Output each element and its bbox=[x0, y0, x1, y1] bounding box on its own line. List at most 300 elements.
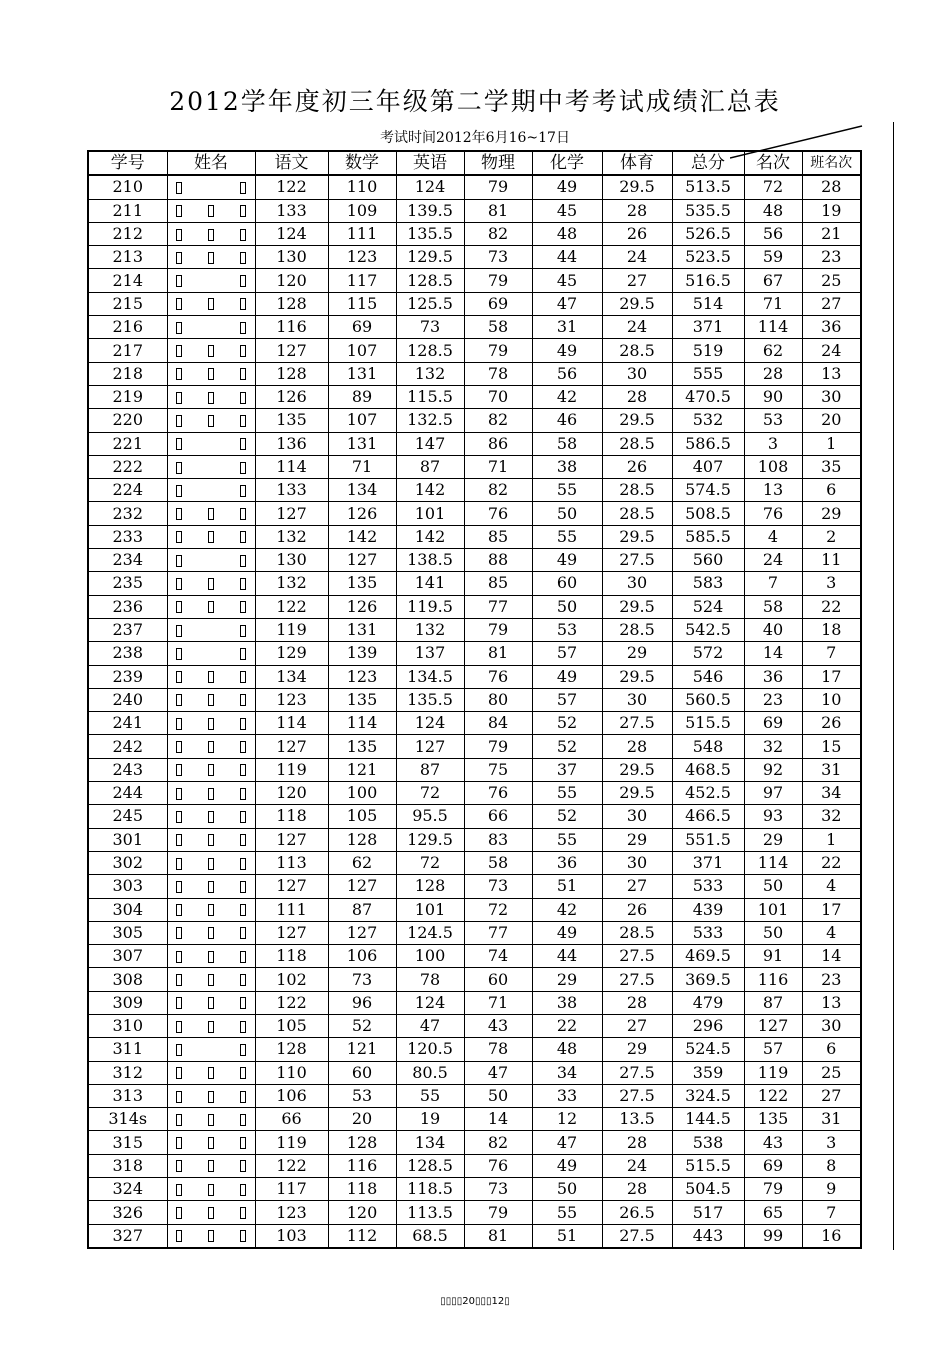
cell-student-id: 305 bbox=[88, 921, 167, 944]
missing-glyph-box bbox=[176, 718, 182, 730]
cell-student-id: 235 bbox=[88, 572, 167, 595]
cell-total: 538 bbox=[672, 1131, 744, 1154]
cell-chemistry: 52 bbox=[532, 805, 602, 828]
cell-chemistry: 45 bbox=[532, 269, 602, 292]
cell-rank: 58 bbox=[744, 595, 802, 618]
cell-class-rank: 23 bbox=[802, 246, 861, 269]
cell-class-rank: 25 bbox=[802, 269, 861, 292]
missing-glyph-box bbox=[240, 671, 246, 683]
cell-name bbox=[167, 921, 255, 944]
cell-english: 142 bbox=[396, 479, 464, 502]
missing-glyph-box bbox=[208, 252, 214, 264]
cell-class-rank: 27 bbox=[802, 292, 861, 315]
cell-total: 535.5 bbox=[672, 199, 744, 222]
cell-student-id: 216 bbox=[88, 316, 167, 339]
cell-rank: 72 bbox=[744, 175, 802, 199]
cell-pe: 24 bbox=[602, 246, 672, 269]
header-physics: 物理 bbox=[464, 151, 532, 175]
missing-glyph-box bbox=[240, 1067, 246, 1079]
cell-name bbox=[167, 502, 255, 525]
cell-english: 78 bbox=[396, 968, 464, 991]
cell-chinese: 122 bbox=[255, 595, 328, 618]
cell-class-rank: 7 bbox=[802, 1201, 861, 1224]
cell-physics: 50 bbox=[464, 1084, 532, 1107]
missing-glyph-box bbox=[240, 345, 246, 357]
cell-chemistry: 45 bbox=[532, 199, 602, 222]
cell-student-id: 234 bbox=[88, 549, 167, 572]
cell-english: 142 bbox=[396, 525, 464, 548]
cell-chemistry: 51 bbox=[532, 1224, 602, 1248]
missing-glyph-box bbox=[240, 904, 246, 916]
cell-total: 371 bbox=[672, 851, 744, 874]
cell-total: 524.5 bbox=[672, 1038, 744, 1061]
missing-glyph-box bbox=[240, 368, 246, 380]
cell-chinese: 124 bbox=[255, 222, 328, 245]
cell-chinese: 119 bbox=[255, 1131, 328, 1154]
cell-english: 124 bbox=[396, 712, 464, 735]
cell-chemistry: 44 bbox=[532, 246, 602, 269]
cell-name bbox=[167, 1154, 255, 1177]
cell-rank: 135 bbox=[744, 1108, 802, 1131]
cell-chemistry: 50 bbox=[532, 502, 602, 525]
cell-rank: 122 bbox=[744, 1084, 802, 1107]
missing-glyph-box bbox=[176, 252, 182, 264]
cell-physics: 81 bbox=[464, 1224, 532, 1248]
missing-glyph-box bbox=[176, 811, 182, 823]
cell-pe: 28.5 bbox=[602, 618, 672, 641]
cell-pe: 30 bbox=[602, 572, 672, 595]
cell-class-rank: 26 bbox=[802, 712, 861, 735]
cell-class-rank: 7 bbox=[802, 642, 861, 665]
table-row bbox=[88, 316, 861, 339]
cell-total: 144.5 bbox=[672, 1108, 744, 1131]
missing-glyph-box bbox=[176, 694, 182, 706]
cell-chemistry: 51 bbox=[532, 875, 602, 898]
cell-english: 80.5 bbox=[396, 1061, 464, 1084]
cell-total: 466.5 bbox=[672, 805, 744, 828]
missing-glyph-box bbox=[240, 788, 246, 800]
cell-name bbox=[167, 735, 255, 758]
cell-chemistry: 12 bbox=[532, 1108, 602, 1131]
table-row bbox=[88, 479, 861, 502]
missing-glyph-box bbox=[208, 881, 214, 893]
cell-physics: 85 bbox=[464, 525, 532, 548]
cell-english: 101 bbox=[396, 502, 464, 525]
cell-physics: 43 bbox=[464, 1014, 532, 1037]
cell-english: 113.5 bbox=[396, 1201, 464, 1224]
cell-pe: 26 bbox=[602, 455, 672, 478]
cell-student-id: 217 bbox=[88, 339, 167, 362]
cell-rank: 28 bbox=[744, 362, 802, 385]
score-table bbox=[87, 150, 862, 1249]
cell-total: 359 bbox=[672, 1061, 744, 1084]
cell-physics: 75 bbox=[464, 758, 532, 781]
cell-chinese: 126 bbox=[255, 385, 328, 408]
page-title: 2012学年度初三年级第二学期中考考试成绩汇总表 bbox=[169, 87, 781, 116]
cell-total: 504.5 bbox=[672, 1178, 744, 1201]
missing-glyph-box bbox=[176, 951, 182, 963]
missing-glyph-box bbox=[176, 671, 182, 683]
cell-name bbox=[167, 712, 255, 735]
cell-student-id: 303 bbox=[88, 875, 167, 898]
header-rank: 名次 bbox=[744, 151, 802, 175]
cell-chinese: 130 bbox=[255, 549, 328, 572]
missing-glyph-box bbox=[240, 764, 246, 776]
cell-name bbox=[167, 549, 255, 572]
cell-physics: 77 bbox=[464, 921, 532, 944]
cell-student-id: 304 bbox=[88, 898, 167, 921]
cell-class-rank: 16 bbox=[802, 1224, 861, 1248]
missing-glyph-box bbox=[176, 1230, 182, 1242]
cell-math: 116 bbox=[328, 1154, 396, 1177]
cell-pe: 28.5 bbox=[602, 432, 672, 455]
cell-class-rank: 13 bbox=[802, 991, 861, 1014]
table-row bbox=[88, 1108, 861, 1131]
cell-pe: 28 bbox=[602, 199, 672, 222]
cell-chinese: 127 bbox=[255, 828, 328, 851]
missing-glyph-box bbox=[240, 601, 246, 613]
cell-rank: 119 bbox=[744, 1061, 802, 1084]
cell-physics: 69 bbox=[464, 292, 532, 315]
cell-name bbox=[167, 828, 255, 851]
cell-pe: 27.5 bbox=[602, 712, 672, 735]
cell-english: 134.5 bbox=[396, 665, 464, 688]
cell-class-rank: 35 bbox=[802, 455, 861, 478]
missing-glyph-box bbox=[176, 1044, 182, 1056]
cell-student-id: 238 bbox=[88, 642, 167, 665]
cell-chemistry: 37 bbox=[532, 758, 602, 781]
page-footer: ▯▯▯▯20▯▯▯12▯ bbox=[440, 1296, 510, 1307]
header-total: 总分 bbox=[672, 151, 744, 175]
cell-name bbox=[167, 479, 255, 502]
cell-rank: 97 bbox=[744, 782, 802, 805]
cell-english: 141 bbox=[396, 572, 464, 595]
cell-english: 124 bbox=[396, 175, 464, 199]
cell-chemistry: 52 bbox=[532, 735, 602, 758]
cell-pe: 27.5 bbox=[602, 1061, 672, 1084]
cell-english: 115.5 bbox=[396, 385, 464, 408]
cell-pe: 27 bbox=[602, 875, 672, 898]
cell-math: 112 bbox=[328, 1224, 396, 1248]
cell-rank: 79 bbox=[744, 1178, 802, 1201]
cell-english: 68.5 bbox=[396, 1224, 464, 1248]
cell-chinese: 66 bbox=[255, 1108, 328, 1131]
cell-rank: 92 bbox=[744, 758, 802, 781]
missing-glyph-box bbox=[176, 182, 182, 194]
cell-total: 469.5 bbox=[672, 945, 744, 968]
missing-glyph-box bbox=[208, 1091, 214, 1103]
cell-math: 62 bbox=[328, 851, 396, 874]
cell-physics: 60 bbox=[464, 968, 532, 991]
cell-pe: 30 bbox=[602, 688, 672, 711]
missing-glyph-box bbox=[208, 1160, 214, 1172]
cell-physics: 14 bbox=[464, 1108, 532, 1131]
cell-pe: 28 bbox=[602, 1178, 672, 1201]
cell-student-id: 222 bbox=[88, 455, 167, 478]
cell-student-id: 243 bbox=[88, 758, 167, 781]
missing-glyph-box bbox=[240, 1230, 246, 1242]
missing-glyph-box bbox=[176, 834, 182, 846]
cell-pe: 13.5 bbox=[602, 1108, 672, 1131]
missing-glyph-box bbox=[240, 648, 246, 660]
cell-name bbox=[167, 199, 255, 222]
cell-student-id: 308 bbox=[88, 968, 167, 991]
cell-pe: 29 bbox=[602, 828, 672, 851]
cell-rank: 71 bbox=[744, 292, 802, 315]
missing-glyph-box bbox=[176, 531, 182, 543]
missing-glyph-box bbox=[240, 578, 246, 590]
cell-physics: 76 bbox=[464, 1154, 532, 1177]
cell-physics: 79 bbox=[464, 339, 532, 362]
cell-chinese: 117 bbox=[255, 1178, 328, 1201]
cell-chemistry: 60 bbox=[532, 572, 602, 595]
missing-glyph-box bbox=[240, 322, 246, 334]
cell-pe: 27.5 bbox=[602, 968, 672, 991]
cell-name bbox=[167, 898, 255, 921]
cell-total: 519 bbox=[672, 339, 744, 362]
cell-class-rank: 30 bbox=[802, 1014, 861, 1037]
missing-glyph-box bbox=[208, 229, 214, 241]
cell-physics: 83 bbox=[464, 828, 532, 851]
cell-chinese: 114 bbox=[255, 455, 328, 478]
table-row bbox=[88, 1154, 861, 1177]
cell-chemistry: 55 bbox=[532, 525, 602, 548]
missing-glyph-box bbox=[240, 834, 246, 846]
cell-rank: 4 bbox=[744, 525, 802, 548]
cell-student-id: 244 bbox=[88, 782, 167, 805]
cell-student-id: 302 bbox=[88, 851, 167, 874]
cell-name bbox=[167, 432, 255, 455]
cell-english: 55 bbox=[396, 1084, 464, 1107]
cell-total: 407 bbox=[672, 455, 744, 478]
cell-math: 109 bbox=[328, 199, 396, 222]
cell-class-rank: 27 bbox=[802, 1084, 861, 1107]
cell-chinese: 128 bbox=[255, 1038, 328, 1061]
cell-chinese: 128 bbox=[255, 292, 328, 315]
missing-glyph-box bbox=[240, 1207, 246, 1219]
cell-student-id: 315 bbox=[88, 1131, 167, 1154]
cell-pe: 27.5 bbox=[602, 945, 672, 968]
cell-total: 508.5 bbox=[672, 502, 744, 525]
cell-chemistry: 47 bbox=[532, 292, 602, 315]
cell-chinese: 136 bbox=[255, 432, 328, 455]
cell-name bbox=[167, 1108, 255, 1131]
missing-glyph-box bbox=[176, 345, 182, 357]
table-row bbox=[88, 1038, 861, 1061]
cell-student-id: 215 bbox=[88, 292, 167, 315]
cell-physics: 47 bbox=[464, 1061, 532, 1084]
cell-physics: 58 bbox=[464, 316, 532, 339]
missing-glyph-box bbox=[240, 741, 246, 753]
missing-glyph-box bbox=[208, 858, 214, 870]
missing-glyph-box bbox=[208, 997, 214, 1009]
missing-glyph-box bbox=[208, 974, 214, 986]
cell-student-id: 242 bbox=[88, 735, 167, 758]
cell-class-rank: 6 bbox=[802, 479, 861, 502]
missing-glyph-box bbox=[240, 485, 246, 497]
missing-glyph-box bbox=[240, 974, 246, 986]
missing-glyph-box bbox=[208, 904, 214, 916]
cell-rank: 127 bbox=[744, 1014, 802, 1037]
cell-english: 138.5 bbox=[396, 549, 464, 572]
missing-glyph-box bbox=[240, 811, 246, 823]
missing-glyph-box bbox=[208, 1230, 214, 1242]
header-class-rank: 班名次 bbox=[802, 151, 861, 175]
cell-rank: 56 bbox=[744, 222, 802, 245]
table-row bbox=[88, 1178, 861, 1201]
cell-chemistry: 38 bbox=[532, 455, 602, 478]
cell-chemistry: 49 bbox=[532, 665, 602, 688]
cell-name bbox=[167, 1038, 255, 1061]
header-chinese: 语文 bbox=[255, 151, 328, 175]
cell-class-rank: 1 bbox=[802, 828, 861, 851]
cell-math: 111 bbox=[328, 222, 396, 245]
cell-chinese: 130 bbox=[255, 246, 328, 269]
cell-class-rank: 23 bbox=[802, 968, 861, 991]
missing-glyph-box bbox=[240, 508, 246, 520]
cell-name bbox=[167, 991, 255, 1014]
cell-class-rank: 13 bbox=[802, 362, 861, 385]
cell-student-id: 213 bbox=[88, 246, 167, 269]
cell-total: 551.5 bbox=[672, 828, 744, 851]
cell-math: 121 bbox=[328, 758, 396, 781]
cell-rank: 29 bbox=[744, 828, 802, 851]
cell-chemistry: 56 bbox=[532, 362, 602, 385]
missing-glyph-box bbox=[176, 298, 182, 310]
cell-pe: 24 bbox=[602, 316, 672, 339]
cell-math: 110 bbox=[328, 175, 396, 199]
table-row bbox=[88, 851, 861, 874]
cell-rank: 36 bbox=[744, 665, 802, 688]
cell-class-rank: 22 bbox=[802, 851, 861, 874]
cell-total: 296 bbox=[672, 1014, 744, 1037]
cell-pe: 28 bbox=[602, 1131, 672, 1154]
cell-english: 132 bbox=[396, 618, 464, 641]
cell-total: 479 bbox=[672, 991, 744, 1014]
missing-glyph-box bbox=[176, 438, 182, 450]
cell-chinese: 113 bbox=[255, 851, 328, 874]
cell-chemistry: 49 bbox=[532, 175, 602, 199]
cell-rank: 40 bbox=[744, 618, 802, 641]
cell-class-rank: 17 bbox=[802, 665, 861, 688]
missing-glyph-box bbox=[176, 275, 182, 287]
table-row bbox=[88, 875, 861, 898]
cell-physics: 79 bbox=[464, 1201, 532, 1224]
cell-chemistry: 48 bbox=[532, 1038, 602, 1061]
cell-student-id: 220 bbox=[88, 409, 167, 432]
missing-glyph-box bbox=[240, 229, 246, 241]
cell-chinese: 127 bbox=[255, 339, 328, 362]
missing-glyph-box bbox=[208, 415, 214, 427]
cell-math: 135 bbox=[328, 688, 396, 711]
cell-student-id: 327 bbox=[88, 1224, 167, 1248]
cell-pe: 29.5 bbox=[602, 525, 672, 548]
cell-name bbox=[167, 1178, 255, 1201]
missing-glyph-box bbox=[240, 298, 246, 310]
cell-pe: 26.5 bbox=[602, 1201, 672, 1224]
missing-glyph-box bbox=[176, 1160, 182, 1172]
cell-english: 72 bbox=[396, 851, 464, 874]
cell-total: 583 bbox=[672, 572, 744, 595]
cell-student-id: 318 bbox=[88, 1154, 167, 1177]
cell-math: 123 bbox=[328, 246, 396, 269]
cell-total: 468.5 bbox=[672, 758, 744, 781]
missing-glyph-box bbox=[240, 718, 246, 730]
cell-pe: 29.5 bbox=[602, 665, 672, 688]
missing-glyph-box bbox=[240, 415, 246, 427]
cell-chinese: 123 bbox=[255, 1201, 328, 1224]
cell-math: 128 bbox=[328, 828, 396, 851]
cell-pe: 29.5 bbox=[602, 175, 672, 199]
cell-name bbox=[167, 968, 255, 991]
cell-student-id: 245 bbox=[88, 805, 167, 828]
cell-chemistry: 55 bbox=[532, 782, 602, 805]
missing-glyph-box bbox=[240, 625, 246, 637]
cell-chemistry: 58 bbox=[532, 432, 602, 455]
missing-glyph-box bbox=[176, 415, 182, 427]
cell-total: 574.5 bbox=[672, 479, 744, 502]
cell-english: 124.5 bbox=[396, 921, 464, 944]
missing-glyph-box bbox=[208, 764, 214, 776]
cell-rank: 69 bbox=[744, 712, 802, 735]
missing-glyph-box bbox=[208, 1114, 214, 1126]
cell-total: 560 bbox=[672, 549, 744, 572]
cell-total: 443 bbox=[672, 1224, 744, 1248]
cell-rank: 14 bbox=[744, 642, 802, 665]
cell-chinese: 122 bbox=[255, 991, 328, 1014]
cell-name bbox=[167, 805, 255, 828]
cell-student-id: 237 bbox=[88, 618, 167, 641]
cell-rank: 62 bbox=[744, 339, 802, 362]
table-row bbox=[88, 991, 861, 1014]
table-row bbox=[88, 572, 861, 595]
cell-rank: 7 bbox=[744, 572, 802, 595]
cell-math: 135 bbox=[328, 735, 396, 758]
cell-pe: 29.5 bbox=[602, 292, 672, 315]
cell-rank: 57 bbox=[744, 1038, 802, 1061]
missing-glyph-box bbox=[240, 1160, 246, 1172]
cell-rank: 91 bbox=[744, 945, 802, 968]
cell-name bbox=[167, 339, 255, 362]
cell-total: 371 bbox=[672, 316, 744, 339]
missing-glyph-box bbox=[176, 205, 182, 217]
cell-rank: 116 bbox=[744, 968, 802, 991]
cell-physics: 84 bbox=[464, 712, 532, 735]
cell-pe: 29.5 bbox=[602, 758, 672, 781]
table-row bbox=[88, 945, 861, 968]
cell-name bbox=[167, 455, 255, 478]
cell-math: 126 bbox=[328, 595, 396, 618]
cell-student-id: 312 bbox=[88, 1061, 167, 1084]
cell-rank: 69 bbox=[744, 1154, 802, 1177]
table-row bbox=[88, 1014, 861, 1037]
missing-glyph-box bbox=[208, 1067, 214, 1079]
missing-glyph-box bbox=[176, 1184, 182, 1196]
cell-math: 107 bbox=[328, 339, 396, 362]
cell-class-rank: 11 bbox=[802, 549, 861, 572]
cell-chemistry: 31 bbox=[532, 316, 602, 339]
cell-pe: 28 bbox=[602, 991, 672, 1014]
cell-chemistry: 49 bbox=[532, 549, 602, 572]
cell-physics: 73 bbox=[464, 1178, 532, 1201]
table-row bbox=[88, 1131, 861, 1154]
cell-total: 560.5 bbox=[672, 688, 744, 711]
table-row bbox=[88, 968, 861, 991]
cell-class-rank: 4 bbox=[802, 921, 861, 944]
cell-class-rank: 21 bbox=[802, 222, 861, 245]
cell-class-rank: 20 bbox=[802, 409, 861, 432]
cell-physics: 74 bbox=[464, 945, 532, 968]
